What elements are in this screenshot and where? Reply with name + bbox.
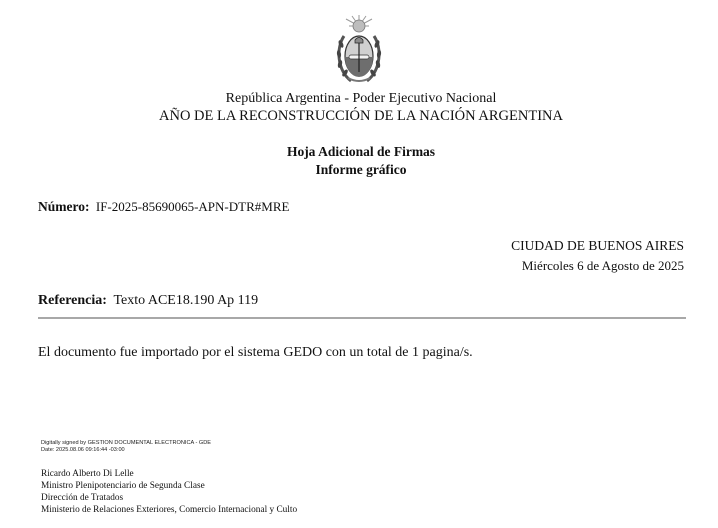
signer-position: Ministro Plenipotenciario de Segunda Clase — [41, 481, 205, 491]
document-number-label: Número: — [38, 199, 90, 214]
signer-ministry: Ministerio de Relaciones Exteriores, Comercio Internacional y Culto — [41, 505, 298, 515]
divider — [38, 317, 686, 319]
digital-signature-date: Date: 2025.08.06 09:16:44 -03:00 — [41, 447, 125, 453]
place: CIUDAD DE BUENOS AIRES — [511, 238, 684, 253]
document-title: Hoja Adicional de Firmas — [286, 144, 436, 159]
document-subtitle: Informe gráfico — [315, 162, 407, 177]
header-year-motto: AÑO DE LA RECONSTRUCCIÓN DE LA NACIÓN ARGENTINA — [159, 108, 563, 124]
reference — [38, 293, 258, 309]
signer-name: Ricardo Alberto Di Lelle — [41, 469, 134, 479]
document-number — [38, 199, 289, 215]
date: Miércoles 6 de Agosto de 2025 — [521, 258, 684, 273]
signer-office: Dirección de Tratados — [41, 493, 124, 503]
reference-value: Texto ACE18.190 Ap 119 — [113, 293, 259, 308]
argentina-coat-of-arms-icon — [334, 14, 384, 88]
reference-label: Referencia: — [38, 293, 107, 308]
digital-signature-signed-by: Digitally signed by GESTION DOCUMENTAL ELECTRONICA - GDE — [41, 440, 212, 446]
body-text: El documento fue importado por el sistema GEDO con un total de 1 pagina/s. — [38, 345, 473, 360]
header-institution: República Argentina - Poder Ejecutivo Nacional — [225, 91, 497, 106]
document-number-value: IF-2025-85690065-APN-DTR#MRE — [95, 199, 290, 214]
